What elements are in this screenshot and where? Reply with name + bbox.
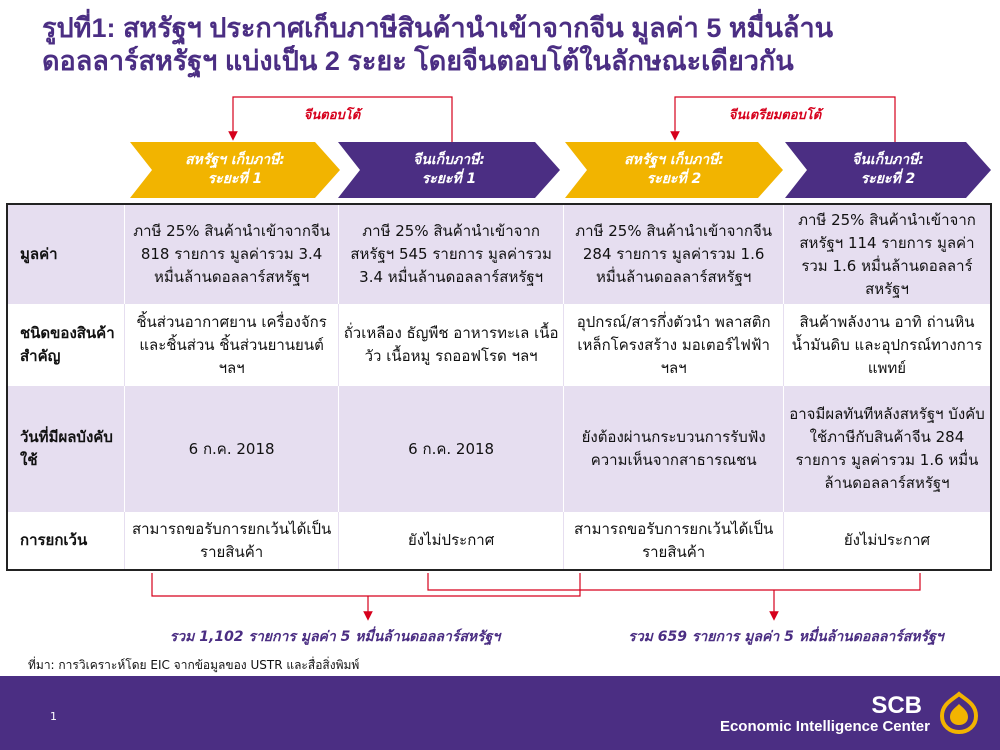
phase-label-line-2: ระยะที่ 1 [207, 171, 263, 187]
table-cell: ยังต้องผ่านกระบวนการรับฟังความเห็นจากสาธารณชน [564, 386, 784, 512]
phase-chevron-china-2 [785, 142, 991, 198]
table-cell: ภาษี 25% สินค้านำเข้าจากสหรัฐฯ 114 รายการ มูลค่ารวม 1.6 หมื่นล้านดอลลาร์สหรัฐฯ [783, 204, 991, 304]
table-cell: ยังไม่ประกาศ [783, 512, 991, 570]
slide-title [42, 12, 972, 78]
table-cell: 6 ก.ค. 2018 [125, 386, 339, 512]
phase-chevron-us-2 [565, 142, 783, 198]
page-number: 1 [50, 710, 57, 723]
total-bracket-left [152, 573, 580, 596]
tariff-comparison-table [6, 203, 992, 571]
table-row-exemption [7, 512, 991, 570]
table-cell: ภาษี 25% สินค้านำเข้าจากจีน 284 รายการ มูลค่ารวม 1.6 หมื่นล้านดอลลาร์สหรัฐฯ [564, 204, 784, 304]
total-label-left: รวม 1,102 รายการ มูลค่า 5 หมื่นล้านดอลลาร์สหรัฐฯ [169, 629, 501, 645]
phase-label-line-1: จีนเก็บภาษี: [852, 152, 924, 168]
row-header: วันที่มีผลบังคับใช้ [7, 386, 125, 512]
table-cell: ภาษี 25% สินค้านำเข้าจากจีน 818 รายการ มูลค่ารวม 3.4 หมื่นล้านดอลลาร์สหรัฐฯ [125, 204, 339, 304]
row-header: ชนิดของสินค้าสำคัญ [7, 304, 125, 386]
phase-label-line-1: สหรัฐฯ เก็บภาษี: [185, 152, 285, 168]
source-note: ที่มา: การวิเคราะห์โดย EIC จากข้อมูลของ USTR และสื่อสิ่งพิมพ์ [28, 658, 360, 672]
row-header: การยกเว้น [7, 512, 125, 570]
table-cell: 6 ก.ค. 2018 [338, 386, 563, 512]
slide-title-line-1: รูปที่1: สหรัฐฯ ประกาศเก็บภาษีสินค้านำเข้าจากจีน มูลค่า 5 หมื่นล้าน [42, 13, 834, 43]
table-cell: สามารถขอรับการยกเว้นได้เป็นรายสินค้า [564, 512, 784, 570]
response-label-left: จีนตอบโต้ [303, 108, 361, 123]
table-cell: สามารถขอรับการยกเว้นได้เป็นรายสินค้า [125, 512, 339, 570]
table-cell: ภาษี 25% สินค้านำเข้าจากสหรัฐฯ 545 รายการ มูลค่ารวม 3.4 หมื่นล้านดอลลาร์สหรัฐฯ [338, 204, 563, 304]
table-cell: ยังไม่ประกาศ [338, 512, 563, 570]
brand-name: SCB [871, 692, 922, 719]
slide-title-line-2: ดอลลาร์สหรัฐฯ แบ่งเป็น 2 ระยะ โดยจีนตอบโต้ในลักษณะเดียวกัน [42, 46, 794, 76]
response-label-right: จีนเตรียมตอบโต้ [728, 108, 822, 123]
table-row-value [7, 204, 991, 304]
table-row-effective-date [7, 386, 991, 512]
brand-unit: Economic Intelligence Center [719, 718, 930, 735]
phase-label-line-2: ระยะที่ 1 [421, 171, 477, 187]
phase-chevron-china-1 [338, 142, 560, 198]
table-cell: ชิ้นส่วนอากาศยาน เครื่องจักรและชิ้นส่วน ชิ้นส่วนยานยนต์ ฯลฯ [125, 304, 339, 386]
phase-chevron-us-1 [130, 142, 340, 198]
row-header: มูลค่า [7, 204, 125, 304]
phase-label-line-1: จีนเก็บภาษี: [413, 152, 485, 168]
table-cell: ถั่วเหลือง ธัญพืช อาหารทะเล เนื้อวัว เนื้อหมู รถออฟโรด ฯลฯ [338, 304, 563, 386]
phase-label-line-2: ระยะที่ 2 [860, 171, 916, 187]
table-row-product-types [7, 304, 991, 386]
footer-bar [0, 676, 1000, 750]
scb-logo-icon [936, 690, 982, 736]
phase-label-line-1: สหรัฐฯ เก็บภาษี: [624, 152, 724, 168]
table-cell: อุปกรณ์/สารกึ่งตัวนำ พลาสติก เหล็กโครงสร้าง มอเตอร์ไฟฟ้า ฯลฯ [564, 304, 784, 386]
total-bracket-right [428, 573, 920, 590]
total-label-right: รวม 659 รายการ มูลค่า 5 หมื่นล้านดอลลาร์สหรัฐฯ [628, 629, 944, 645]
table-cell: สินค้าพลังงาน อาทิ ถ่านหิน น้ำมันดิบ และอุปกรณ์ทางการแพทย์ [783, 304, 991, 386]
phase-label-line-2: ระยะที่ 2 [646, 171, 702, 187]
table-cell: อาจมีผลทันทีหลังสหรัฐฯ บังคับใช้ภาษีกับสินค้าจีน 284 รายการ มูลค่ารวม 1.6 หมื่นล้านดอลลาร์สหรัฐฯ [783, 386, 991, 512]
